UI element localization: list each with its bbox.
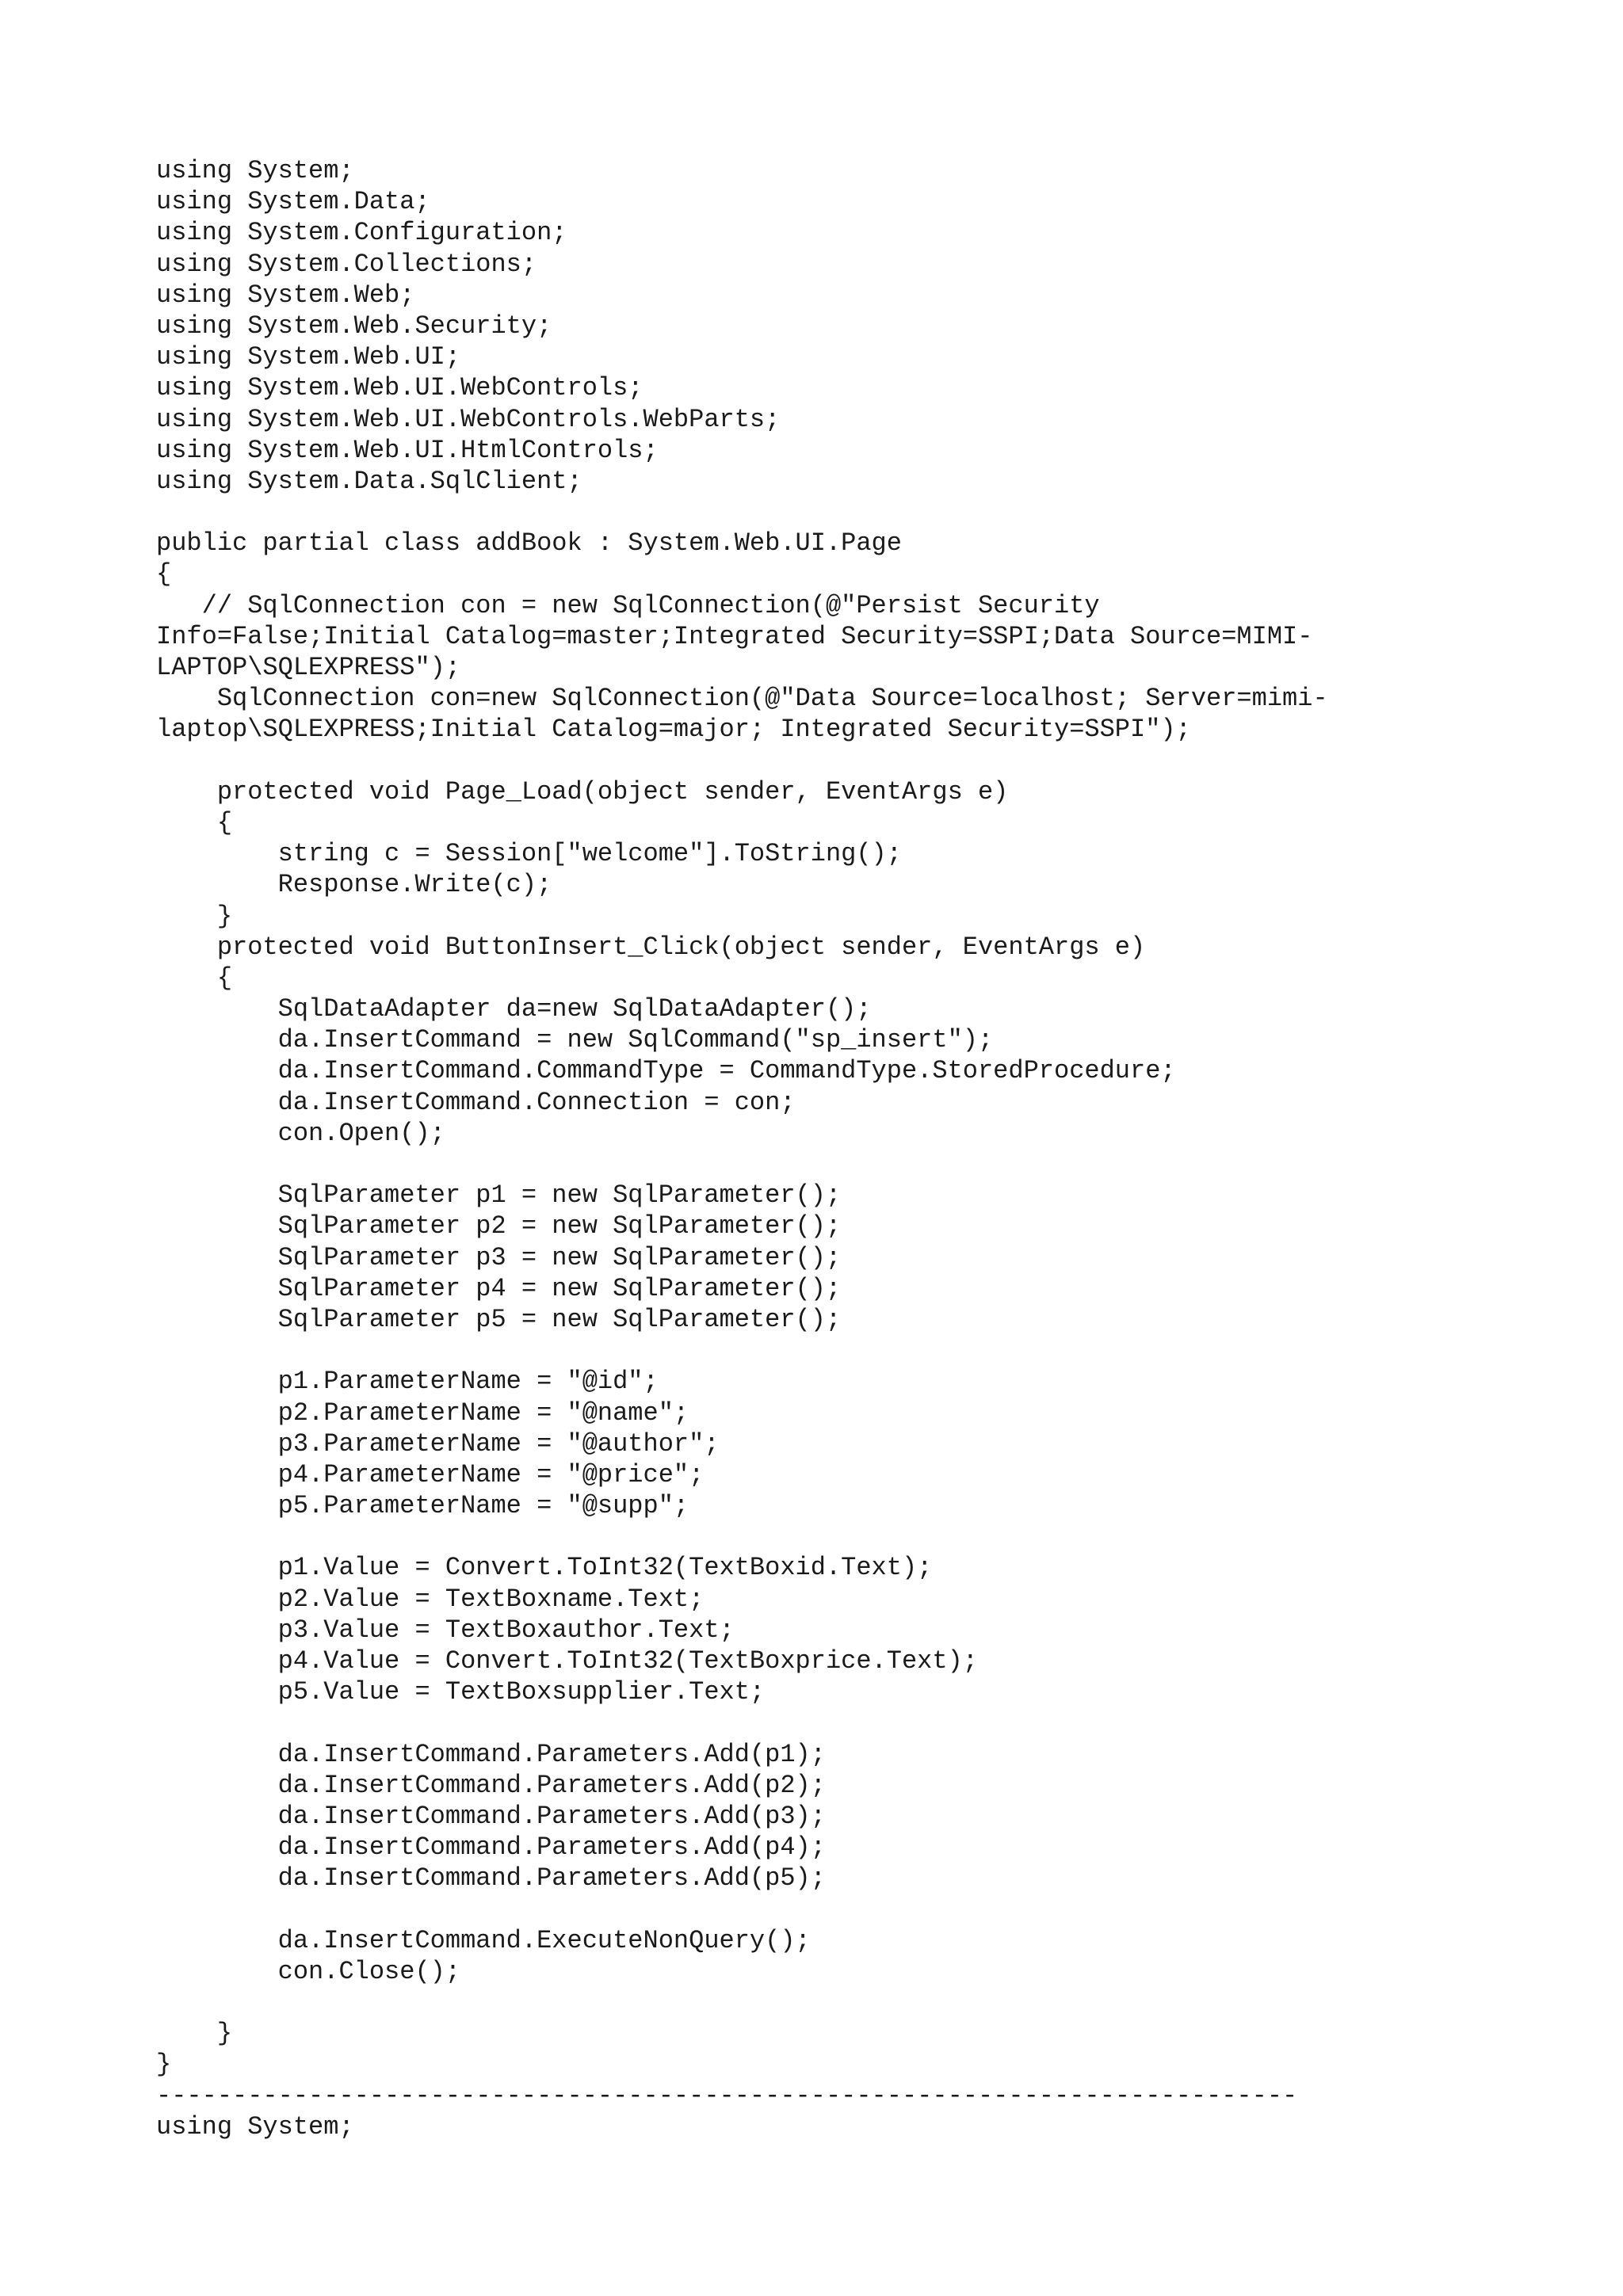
- blank-line: [156, 746, 1583, 776]
- code-line: SqlParameter p3 = new SqlParameter();: [156, 1242, 842, 1272]
- code-line: da.InsertCommand = new SqlCommand("sp_insert");: [156, 1025, 994, 1055]
- code-line: ---------------------------------------------------------------------------: [156, 2081, 1298, 2111]
- code-line: p1.Value = Convert.ToInt32(TextBoxid.Text);: [156, 1553, 933, 1583]
- code-line: using System.Data;: [156, 187, 430, 217]
- code-line: Response.Write(c);: [156, 870, 552, 900]
- code-line: SqlParameter p2 = new SqlParameter();: [156, 1211, 842, 1241]
- code-line: // SqlConnection con = new SqlConnection(@"Persist Security: [156, 590, 1100, 620]
- code-line: con.Close();: [156, 1956, 461, 1986]
- code-line: using System.Web.Security;: [156, 311, 552, 341]
- code-line: string c = Session["welcome"].ToString();: [156, 839, 902, 869]
- code-line: using System;: [156, 2111, 354, 2142]
- code-line: da.InsertCommand.Parameters.Add(p4);: [156, 1833, 826, 1863]
- code-line: }: [156, 2019, 233, 2049]
- blank-line: [156, 497, 1583, 528]
- code-line: p5.ParameterName = "@supp";: [156, 1491, 689, 1521]
- code-line: da.InsertCommand.Parameters.Add(p2);: [156, 1770, 826, 1800]
- code-line: p1.ParameterName = "@id";: [156, 1367, 659, 1397]
- code-line: p3.Value = TextBoxauthor.Text;: [156, 1615, 735, 1645]
- code-line: {: [156, 963, 233, 993]
- code-line: da.InsertCommand.Connection = con;: [156, 1087, 796, 1117]
- code-line: Info=False;Initial Catalog=master;Integrated Security=SSPI;Data Source=MIMI-: [156, 621, 1313, 651]
- blank-line: [156, 1521, 1583, 1552]
- code-line: SqlParameter p5 = new SqlParameter();: [156, 1304, 842, 1334]
- code-line: p5.Value = TextBoxsupplier.Text;: [156, 1677, 766, 1707]
- code-listing: [156, 155, 1583, 2142]
- code-line: da.InsertCommand.Parameters.Add(p5);: [156, 1863, 826, 1894]
- code-line: SqlConnection con=new SqlConnection(@"Data Source=localhost; Server=mimi-: [156, 684, 1328, 714]
- code-line: using System.Configuration;: [156, 218, 567, 248]
- code-line: using System.Web.UI.WebControls;: [156, 373, 643, 403]
- code-line: laptop\SQLEXPRESS;Initial Catalog=major; Integrated Security=SSPI");: [156, 715, 1191, 745]
- code-line: LAPTOP\SQLEXPRESS");: [156, 653, 461, 682]
- code-line: SqlDataAdapter da=new SqlDataAdapter();: [156, 994, 872, 1024]
- code-line: da.InsertCommand.Parameters.Add(p3);: [156, 1801, 826, 1831]
- code-line: p2.ParameterName = "@name";: [156, 1398, 689, 1428]
- code-line: {: [156, 559, 172, 589]
- blank-line: [156, 1894, 1583, 1925]
- code-line: {: [156, 807, 233, 837]
- code-line: SqlParameter p1 = new SqlParameter();: [156, 1180, 842, 1211]
- code-line: using System.Web.UI;: [156, 342, 461, 372]
- code-line: using System.Web;: [156, 280, 415, 310]
- blank-line: [156, 1149, 1583, 1180]
- blank-line: [156, 1707, 1583, 1738]
- code-line: protected void ButtonInsert_Click(object sender, EventArgs e): [156, 932, 1146, 962]
- code-line: SqlParameter p4 = new SqlParameter();: [156, 1273, 842, 1303]
- code-line: using System.Collections;: [156, 249, 537, 279]
- code-line: }: [156, 901, 233, 931]
- code-line: da.InsertCommand.CommandType = CommandType.StoredProcedure;: [156, 1056, 1176, 1086]
- code-line: public partial class addBook : System.Web.UI.Page: [156, 528, 902, 559]
- code-line: }: [156, 2050, 172, 2080]
- code-line: p2.Value = TextBoxname.Text;: [156, 1584, 705, 1614]
- code-line: da.InsertCommand.Parameters.Add(p1);: [156, 1739, 826, 1769]
- code-line: using System;: [156, 156, 354, 185]
- blank-line: [156, 1335, 1583, 1366]
- code-line: da.InsertCommand.ExecuteNonQuery();: [156, 1925, 811, 1955]
- code-line: using System.Web.UI.WebControls.WebParts;: [156, 404, 781, 434]
- code-line: using System.Data.SqlClient;: [156, 466, 582, 496]
- blank-line: [156, 1987, 1583, 2018]
- code-line: p4.ParameterName = "@price";: [156, 1459, 705, 1489]
- code-line: p3.ParameterName = "@author";: [156, 1428, 720, 1459]
- code-line: protected void Page_Load(object sender, EventArgs e): [156, 776, 1009, 807]
- code-line: using System.Web.UI.HtmlControls;: [156, 435, 659, 465]
- code-line: con.Open();: [156, 1118, 445, 1148]
- code-line: p4.Value = Convert.ToInt32(TextBoxprice.Text);: [156, 1646, 978, 1676]
